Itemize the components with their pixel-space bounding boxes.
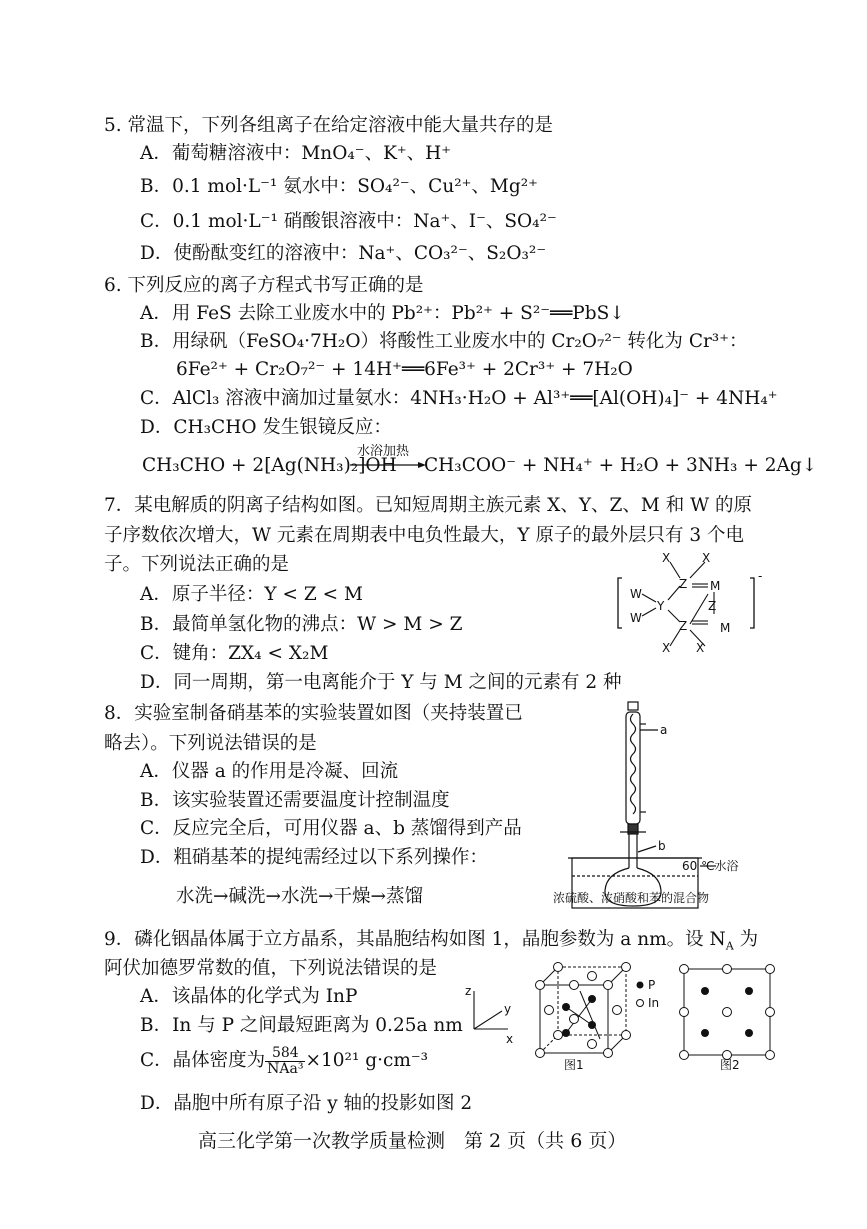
- page-footer: 高三化学第一次教学质量检测 第 2 页（共 6 页）: [198, 1130, 627, 1152]
- legend-in: In: [648, 996, 660, 1010]
- q9-option-c: C．晶体密度为 $\frac{584}{\text{NAa³}}$ ×10²¹ g·cm⁻³: [140, 1045, 429, 1077]
- svg-text:W: W: [630, 587, 642, 601]
- svg-text:Z: Z: [679, 577, 688, 591]
- legend-p: P: [648, 978, 656, 992]
- q5-option-a: A．葡萄糖溶液中：MnO₄⁻、K⁺、H⁺: [140, 143, 452, 164]
- q7-option-a: A．原子半径：Y < Z < M: [140, 584, 363, 605]
- q5-option-d: D．使酚酞变红的溶液中：Na⁺、CO₃²⁻、S₂O₃²⁻: [140, 243, 547, 264]
- q6-option-c: C．AlCl₃ 溶液中滴加过量氨水：4NH₃·H₂O + Al³⁺══[Al(OH)₄]⁻ + 4NH₄⁺: [140, 388, 778, 409]
- label-b: b: [658, 839, 666, 853]
- q7-stem-line2: 子序数依次增大，W 元素在周期表中电负性最大，Y 原子的最外层只有 3 个电: [104, 525, 745, 546]
- svg-text:M: M: [720, 621, 731, 635]
- q6-option-d-left: CH₃CHO + 2[Ag(NH₃)₂]OH: [142, 455, 397, 476]
- reaction-arrow: [350, 463, 426, 467]
- charge-label: -: [758, 569, 763, 583]
- q7-option-c: C．键角：ZX₄ < X₂M: [140, 643, 329, 664]
- water-bath-label: 60 ℃水浴: [682, 859, 739, 873]
- svg-text:X: X: [702, 551, 711, 565]
- q8-option-d: D．粗硝基苯的提纯需经过以下系列操作：: [140, 847, 488, 868]
- q8-option-b: B．该实验装置还需要温度计控制温度: [140, 790, 450, 811]
- svg-text:x: x: [506, 1032, 514, 1046]
- apparatus-caption: 浓硫酸、浓硝酸和苯的混合物: [553, 891, 710, 905]
- q7-option-d: D．同一周期，第一电离能介于 Y 与 M 之间的元素有 2 种: [140, 672, 622, 693]
- svg-text:Y: Y: [657, 599, 665, 613]
- q5-option-b: B．0.1 mol·L⁻¹ 氨水中：SO₄²⁻、Cu²⁺、Mg²⁺: [140, 176, 538, 197]
- q9-option-a: A．该晶体的化学式为 InP: [140, 986, 358, 1007]
- q9-stem-line1: 9．磷化铟晶体属于立方晶系，其晶胞结构如图 1，晶胞参数为 a nm。设 $N_A$ 为: [104, 929, 759, 953]
- svg-text:W: W: [630, 611, 642, 625]
- q6-option-a: A．用 FeS 去除工业废水中的 Pb²⁺：Pb²⁺ + S²⁻══PbS↓: [140, 303, 625, 324]
- q6-option-d-right: CH₃COO⁻ + NH₄⁺ + H₂O + 3NH₃ + 2Ag↓: [424, 455, 818, 476]
- svg-text:y: y: [504, 1002, 512, 1016]
- q8-option-a: A．仪器 a 的作用是冷凝、回流: [140, 761, 399, 782]
- q9-option-d: D．晶胞中所有原子沿 y 轴的投影如图 2: [140, 1093, 473, 1114]
- q6-option-b: B．用绿矾（FeSO₄·7H₂O）将酸性工业废水中的 Cr₂O₇²⁻ 转化为 Cr³⁺：: [140, 331, 748, 352]
- q6-option-d: D．CH₃CHO 发生银镜反应：: [140, 417, 392, 438]
- svg-text:X: X: [696, 641, 705, 655]
- axes: [474, 991, 508, 1029]
- fig1-caption: 图1: [564, 1058, 584, 1072]
- q8-stem-line1: 8．实验室制备硝基苯的实验装置如图（夹持装置已: [104, 703, 523, 724]
- q7-stem-line1: 7．某电解质的阴离子结构如图。已知短周期主族元素 X、Y、Z、M 和 W 的原: [104, 495, 752, 516]
- q7-option-b: B．最简单氢化物的沸点：W > M > Z: [140, 614, 463, 635]
- q5-stem: 5. 常温下，下列各组离子在给定溶液中能大量共存的是: [104, 115, 554, 136]
- q6-stem: 6. 下列反应的离子方程式书写正确的是: [104, 275, 424, 296]
- svg-text:Z: Z: [708, 599, 717, 613]
- q6-option-b-equation: 6Fe²⁺ + Cr₂O₇²⁻ + 14H⁺══6Fe³⁺ + 2Cr³⁺ + 7H₂O: [176, 359, 633, 380]
- density-fraction: $\frac{584}{\text{NAa³}}$: [267, 1045, 304, 1077]
- q8-option-c: C．反应完全后，可用仪器 a、b 蒸馏得到产品: [140, 818, 522, 839]
- q5-option-c: C．0.1 mol·L⁻¹ 硝酸银溶液中：Na⁺、I⁻、SO₄²⁻: [140, 211, 557, 232]
- nitrobenzene-apparatus-figure: [560, 700, 760, 910]
- svg-text:M: M: [710, 579, 721, 593]
- q9-stem-line2: 阿伏加德罗常数的值，下列说法错误的是: [104, 958, 438, 979]
- label-a: a: [660, 723, 668, 737]
- q8-stem-line2: 略去）。下列说法错误的是: [104, 733, 317, 754]
- fig2-caption: 图2: [720, 1058, 740, 1072]
- q7-stem-line3: 子。下列说法正确的是: [104, 554, 290, 575]
- svg-text:Z: Z: [679, 619, 688, 633]
- svg-text:z: z: [465, 984, 472, 998]
- anion-structure-figure: [610, 548, 770, 658]
- crystal-cell-figures: [462, 955, 782, 1075]
- q9-option-b: B．In 与 P 之间最短距离为 0.25a nm: [140, 1015, 463, 1036]
- q8-option-d-steps: 水洗→碱洗→水洗→干燥→蒸馏: [176, 886, 424, 907]
- svg-text:X: X: [662, 551, 671, 565]
- svg-text:X: X: [662, 641, 671, 655]
- q6-option-d-condition: 水浴加热: [357, 444, 410, 459]
